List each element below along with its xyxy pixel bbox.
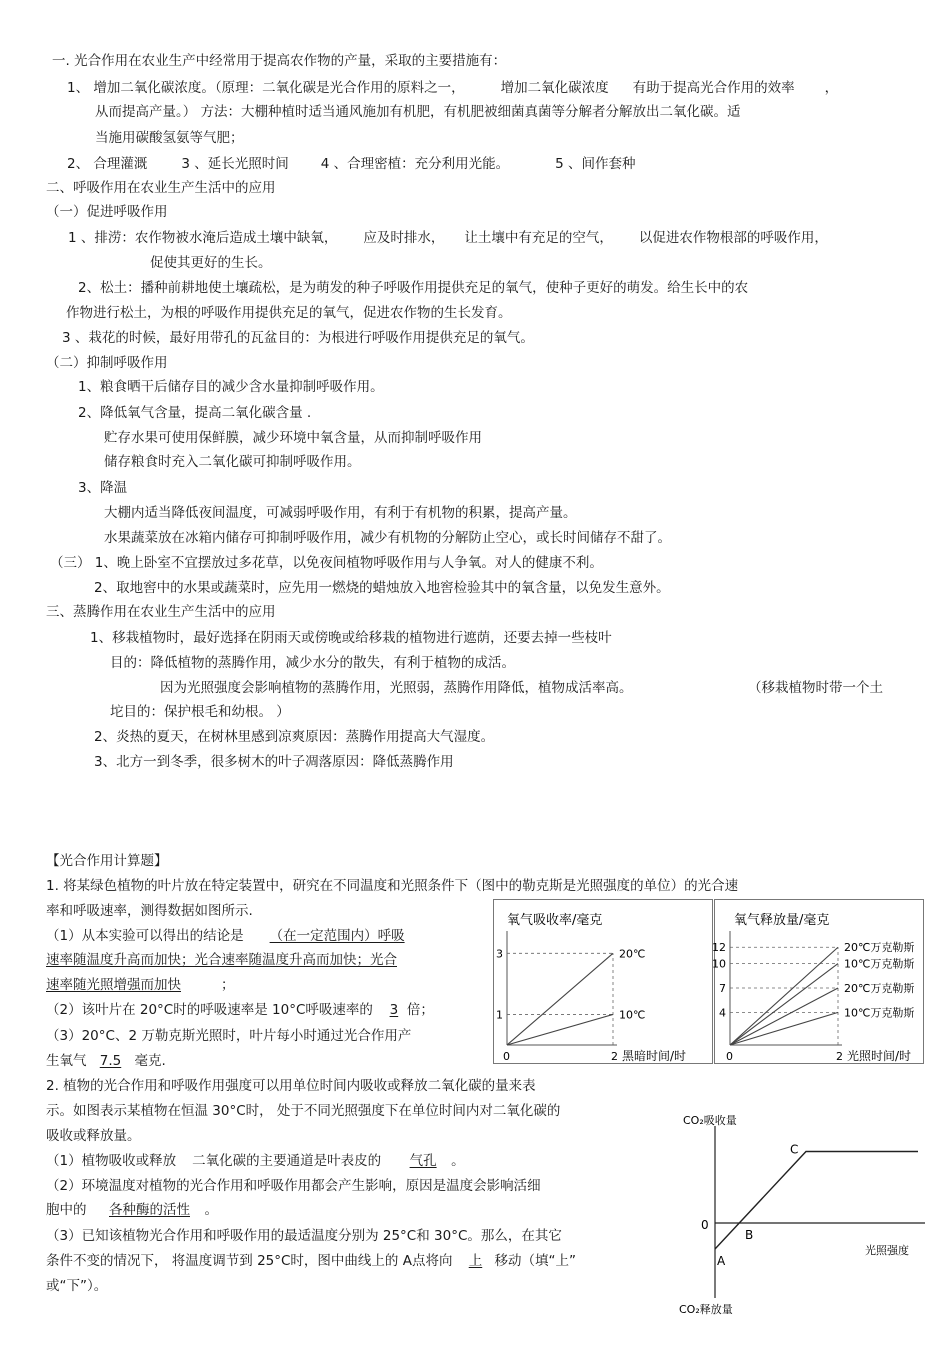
s2-q3a: 大棚内适当降低夜间温度，可减弱呼吸作用，有利于有机物的积累，提高产量。 [104,505,577,521]
calc-title: 【光合作用计算题】 [46,853,168,869]
q2-part3: （3）已知该植物光合作用和呼吸作用的最适温度分别为 25°C和 30°C。那么，在其它 [46,1228,562,1244]
section3-heading: 三、蒸腾作用在农业生产生活中的应用 [46,604,276,620]
chart1-series-label-1: 10℃ [619,1008,646,1022]
chart3-ylabel-top: CO₂吸收量 [683,1114,737,1127]
section1-heading: 一. 光合作用在农业生产中经常用于提高农作物的产量，采取的主要措施有： [52,53,507,69]
s2-p2: 2、松土：播种前耕地使土壤疏松，是为萌发的种子呼吸作用提供充足的氧气，使种子更好的萌发。给生长中的农 [78,280,749,296]
chart1-ytick-0: 1 [496,1008,503,1022]
s3-t1d: 坨目的：保护根毛和幼根。 ） [110,704,290,720]
chart2-series-label-2: 20℃万克勒斯 [844,981,915,995]
oxygen-release-chart [714,899,924,1064]
q1-answer2: 3 [389,1002,399,1018]
s2-r2: 2、取地窖中的水果或蔬菜时，应先用一燃烧的蜡烛放入地窖检验其中的氧含量，以免发生意外。 [94,580,670,596]
s2-p3: 3 、栽花的时候，最好用带孔的瓦盆目的：为根进行呼吸作用提供充足的氧气。 [62,330,534,346]
chart3-point-c-label: C [790,1142,799,1157]
s1-item1-cont: 从而提高产量。） 方法：大棚种植时适当通风施加有机肥，有机肥被细菌真菌等分解者分解放出二氧化碳。适 [95,104,741,120]
chart1-series-line-1 [507,1014,613,1045]
q1-answer1: （在一定范围内）呼吸 [269,928,405,944]
section2-heading: 二、呼吸作用在农业生产生活中的应用 [46,180,276,196]
s2-p1: 1 、排涝：农作物被水淹后造成土壤中缺氧， 应及时排水， 让土壤中有充足的空气， 以促进农作物根部的呼吸作用， [68,230,828,246]
s2-q2a: 贮存水果可使用保鲜膜，减少环境中氧含量，从而抑制呼吸作用 [104,430,482,446]
s3-t3: 3、北方一到冬季，很多树木的叶子凋落原因：降低蒸腾作用 [94,754,454,770]
chart2-ytick-2: 10 [712,957,726,971]
chart2-series-label-3: 10℃万克勒斯 [844,1006,915,1020]
q2-answer1: 气孔 [409,1153,437,1169]
chart3-ylabel-bottom: CO₂释放量 [679,1303,733,1316]
s2-q1: 1、粮食晒干后储存目的减少含水量抑制呼吸作用。 [78,379,384,395]
s2-p1-cont: 促使其更好的生长。 [150,255,272,271]
chart2-ytick-0: 4 [719,1006,726,1020]
s2-q2: 2、降低氧气含量，提高二氧化碳含量 . [78,405,312,421]
chart1-xtick-1: 2 [611,1050,618,1063]
q2-stem: 2. 植物的光合作用和呼吸作用强度可以用单位时间内吸收或释放二氧化碳的量来表 [46,1078,536,1094]
q1-stem: 1. 将某绿色植物的叶片放在特定装置中，研究在不同温度和光照条件下（图中的勒克斯是光照强度的单位）的光合速 [46,878,739,894]
q2-part1: （1）植物吸收或释放 二氧化碳的主要通道是叶表皮的 气孔 。 [46,1153,465,1169]
s2-q3: 3、降温 [78,480,128,496]
q1-part3-cont: 生氧气 7.5 毫克. [46,1053,166,1069]
s2-p2-cont: 作物进行松土，为根的呼吸作用提供充足的氧气，促进农作物的生长发育。 [66,305,512,321]
s1-item1-cont2: 当施用碳酸氢氨等气肥； [95,130,244,146]
q2-part3-cont: 条件不变的情况下， 将温度调节到 25°C时，图中曲线上的 A点将向 上 移动（填“上” [46,1253,576,1269]
chart1-xtick-0: 0 [503,1050,510,1063]
q1-part1: （1）从本实验可以得出的结论是 （在一定范围内）呼吸 [46,928,405,944]
s2-q2b: 储存粮食时充入二氧化碳可抑制呼吸作用。 [104,454,361,470]
chart3-origin-label: 0 [701,1218,709,1232]
chart2-ylabel: 氧气释放量/毫克 [734,913,830,928]
s2-sub1: （一）促进呼吸作用 [46,204,168,220]
s2-q3b: 水果蔬菜放在冰箱内储存可抑制呼吸作用，减少有机物的分解防止空心，或长时间储存不甜了。 [104,530,671,546]
q2-part2-cont: 胞中的 各种酶的活性 。 [46,1202,218,1218]
q1-stem-cont: 率和呼吸速率，测得数据如图所示. [46,903,253,919]
chart1-series-label-0: 20℃ [619,947,646,961]
chart2-series-line-3 [730,1012,838,1045]
q2-part3-cont2: 或“下”）。 [46,1278,108,1294]
s3-t2: 2、炎热的夏天，在树林里感到凉爽原因：蒸腾作用提高大气湿度。 [94,729,495,745]
chart3-point-a-label: A [717,1254,726,1268]
chart2-xlabel: 光照时间/时 [847,1049,912,1063]
chart2-series-label-1: 10℃万克勒斯 [844,957,915,971]
chart3-xlabel: 光照强度 [865,1244,909,1257]
chart3-point-b-label: B [745,1228,754,1242]
chart1-ytick-1: 3 [496,947,503,961]
q2-answer3: 上 [468,1253,483,1269]
chart2-series-line-1 [730,964,838,1045]
chart1-ylabel: 氧气吸收率/毫克 [507,913,603,928]
q1-answer3: 7.5 [99,1053,122,1069]
chart2-series-label-0: 20℃万克勒斯 [844,941,915,955]
q2-answer2: 各种酶的活性 [109,1202,190,1218]
s3-t1c: （移栽植物时带一个土 [748,680,883,696]
q1-part1-cont: 速率随温度升高而加快；光合速率随温度升高而加快；光合 [46,952,397,968]
chart1-series-line-0 [507,953,613,1045]
chart2-ytick-3: 12 [712,941,726,955]
s2-sub2: （二）抑制呼吸作用 [46,355,168,371]
s3-t1b: 因为光照强度会影响植物的蒸腾作用，光照弱，蒸腾作用降低，植物成活率高。 [160,680,633,696]
chart2-xtick-0: 0 [726,1050,733,1063]
q1-part2: （2）该叶片在 20°C时的呼吸速率是 10°C呼吸速率的 3 倍； [46,1002,434,1018]
chart2-xtick-1: 2 [836,1050,843,1063]
q2-stem-cont: 示。如图表示某植物在恒温 30°C时， 处于不同光照强度下在单位时间内对二氧化碳的 [46,1103,561,1119]
q1-part1-cont2: 速率随光照增强而加快 ； [46,977,235,993]
co2-light-chart [675,1108,935,1323]
s1-item1-line: 1、 增加二氧化碳浓度。（原理：二氧化碳是光合作用的原料之一， 增加二氧化碳浓度 有助于提高光合作用的效率 ， [67,80,839,96]
s1-items-2-5: 2、 合理灌溉 3 、延长光照时间 4 、合理密植：充分利用光能。 5 、间作套种 [67,156,636,172]
q1-part3: （3）20°C、2 万勒克斯光照时，叶片每小时通过光合作用产 [46,1028,412,1044]
oxygen-absorption-chart [493,899,713,1064]
q2-part2: （2）环境温度对植物的光合作用和呼吸作用都会产生影响，原因是温度会影响活细 [46,1178,541,1194]
s3-t1a: 目的：降低植物的蒸腾作用，减少水分的散失，有利于植物的成活。 [110,655,515,671]
chart2-ytick-1: 7 [719,981,726,995]
s2-r1: （三） 1、晚上卧室不宜摆放过多花草，以免夜间植物呼吸作用与人争氧。对人的健康不利。 [50,555,603,571]
chart1-xlabel: 黑暗时间/时 [622,1049,687,1063]
s3-t1: 1、移栽植物时，最好选择在阴雨天或傍晚或给移栽的植物进行遮荫，还要去掉一些枝叶 [90,630,612,646]
q2-stem-cont2: 吸收或释放量。 [46,1128,141,1144]
